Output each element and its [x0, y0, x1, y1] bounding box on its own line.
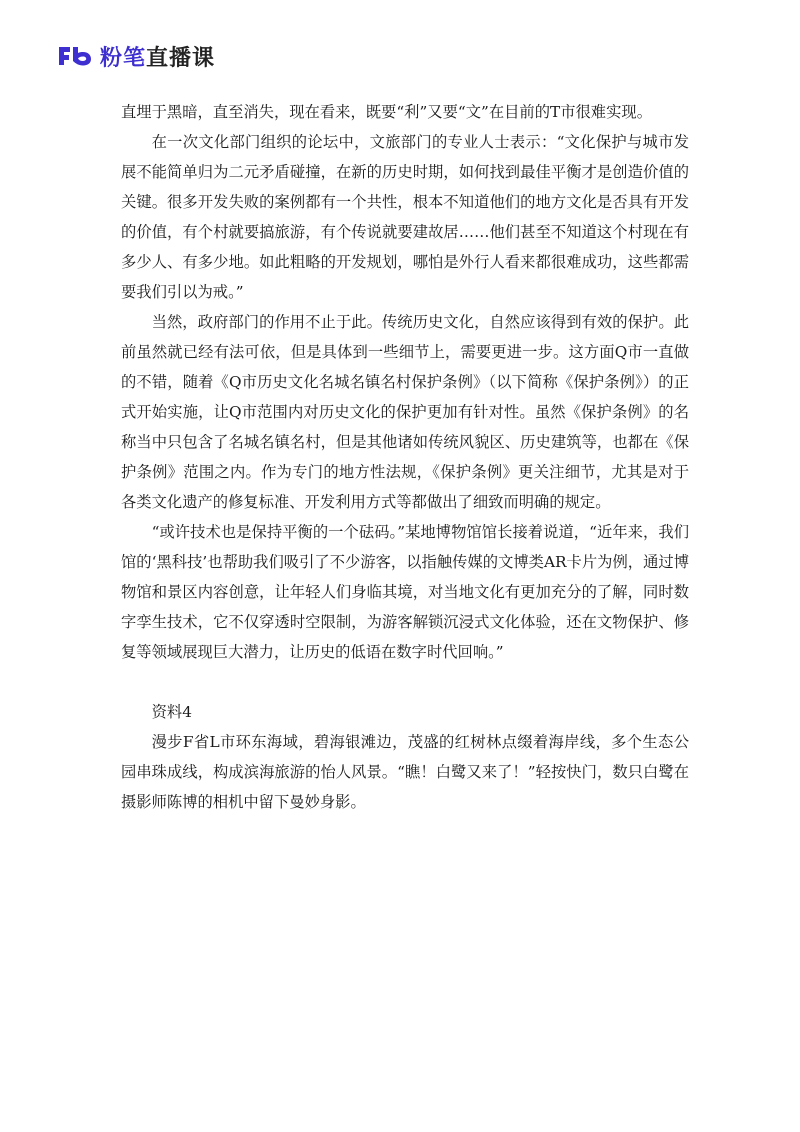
document-body	[121, 97, 689, 817]
section-heading: 资料4	[151, 703, 192, 721]
section-paragraph: 漫步F省L市环东海域，碧海银滩边，茂盛的红树林点缀着海岸线，多个生态公园串珠成线，构成滨海旅游的怡人风景。“瞧！白鹭又来了！”轻按快门，数只白鹭在摄影师陈博的相机中留下曼妙身影。	[121, 733, 689, 811]
material-section	[121, 697, 689, 817]
paragraph-continuation: 直埋于黑暗，直至消失，现在看来，既要“利”又要“文”在目前的T市很难实现。	[121, 103, 652, 121]
paragraph-technology: “或许技术也是保持平衡的一个砝码。”某地博物馆馆长接着说道，“近年来，我们馆的‘黑科技’也帮助我们吸引了不少游客，以指触传媒的文博类AR卡片为例，通过博物馆和景区内容创意，让年轻人们身临其境，对当地文化有更加充分的了解，同时数字孪生技术，它不仅穿透时空限制，为游客解锁沉浸式文化体验，还在文物保护、修复等领域展现巨大潜力，让历史的低语在数字时代回响。”	[121, 523, 689, 661]
logo-suffix: 直播课	[146, 45, 216, 71]
logo-brand: 粉笔	[100, 45, 147, 71]
paragraph-government: 当然，政府部门的作用不止于此。传统历史文化，自然应该得到有效的保护。此前虽然就已经有法可依，但是具体到一些细节上，需要更进一步。这方面Q市一直做的不错，随着《Q市历史文化名城名镇名村保护条例》（以下简称《保护条例》）的正式开始实施，让Q市范围内对历史文化的保护更加有针对性。虽然《保护条例》的名称当中只包含了名城名镇名村，但是其他诸如传统风貌区、历史建筑等，也都在《保护条例》范围之内。作为专门的地方性法规，《保护条例》更关注细节，尤其是对于各类文化遗产的修复标准、开发利用方式等都做出了细致而明确的规定。	[121, 313, 689, 511]
logo-text	[100, 41, 215, 72]
page-header	[56, 42, 215, 70]
fb-logo-icon	[56, 44, 94, 68]
paragraph-forum: 在一次文化部门组织的论坛中，文旅部门的专业人士表示：“文化保护与城市发展不能简单归为二元矛盾碰撞，在新的历史时期，如何找到最佳平衡才是创造价值的关键。很多开发失败的案例都有一个共性，根本不知道他们的地方文化是否具有开发的价值，有个村就要搞旅游，有个传说就要建故居……他们甚至不知道这个村现在有多少人、有多少地。如此粗略的开发规划，哪怕是外行人看来都很难成功，这些都需要我们引以为戒。”	[121, 133, 689, 301]
